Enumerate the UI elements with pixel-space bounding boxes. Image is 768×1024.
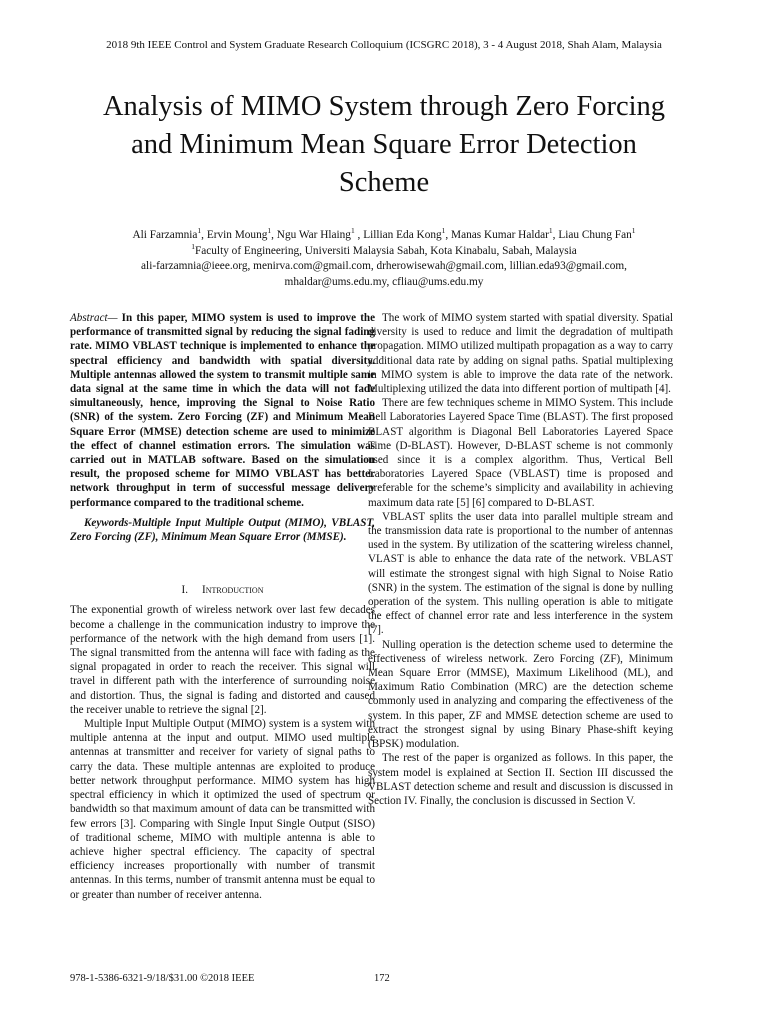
right-column	[368, 311, 673, 808]
author-affiliation-mark: 1	[197, 226, 202, 236]
author-name: Manas Kumar Haldar	[451, 229, 549, 241]
abstract	[70, 311, 375, 510]
abstract-text: In this paper, MIMO system is used to improve the performance of transmitted signal by reducing the signal fading rate. MIMO VBLAST technique is implemented to enhance the spectral efficiency and bandwidth with spatial diversity. Multiple antennas allowed the system to transmit multiple same data signal at the same time in which the data will not fade simultaneously, hence, improving the Signal to Noise Ratio (SNR) of the system. Zero Forcing (ZF) and Minimum Mean Square Error (MMSE) detection scheme are used to minimize the effect of channel estimation errors. The simulation was carried out in MATLAB software. Based on the simulation result, the proposed scheme for MIMO VBLAST has better network throughput in term of successful message delivery performance compared to the traditional scheme.	[70, 312, 375, 509]
abstract-lead: Abstract—	[70, 312, 118, 324]
footer-copyright: 978-1-5386-6321-9/18/$31.00 ©2018 IEEE	[70, 973, 255, 984]
author-affiliation-mark: 1	[267, 226, 272, 236]
body-paragraph: VBLAST splits the user data into parallel multiple stream and the transmission data rate is proportional to the number of antennas used in the system. By utilization of the scattering wireless channel, VLAST is able to enhance the data rate of the network. VBLAST will estimate the strongest signal with high Signal to Noise Ratio (SNR) in the system. The estimation of the signal is done by nulling operation of the system. This nulling operation is able to mitigate the effect of channel error rate and less interference in the system [7].	[368, 510, 673, 637]
conference-header: 2018 9th IEEE Control and System Graduate Research Colloquium (ICSGRC 2018), 3 - 4 August 2018, Shah Alam, Malaysia	[106, 39, 662, 51]
body-paragraph: Multiple Input Multiple Output (MIMO) system is a system with multiple antenna at the input and output. MIMO used multiple antennas at transmitter and receiver for variety of signal paths to carry the data. These multiple antennas are exploited to produce better network throughput performance. MIMO system has high spectral efficiency in which it optimized the used of spectrum or bandwidth so that maximum amount of data can be transmitted with few errors [3]. Comparing with Single Input Single Output (SISO) of traditional scheme, MIMO with multiple antenna is able to achieve higher spectral efficiency. The capacity of spectral efficiency increases proportionally with number of transmit antennas. In this terms, number of transmit antenna must be equal to or greater than number of receiver antenna.	[70, 718, 375, 901]
body-paragraph: The exponential growth of wireless network over last few decades become a challenge in the communication industry to improve the performance of the network with the high demand from users [1]. The signal transmitted from the antenna will face with fading as the signal propagated in order to reach the receiver. This signal will travel in different path with the interference of surrounding noise and distortion. Thus, the signal is fading and distorted and caused the receiver unable to retrieve the signal [2].	[70, 604, 375, 716]
body-paragraph: Nulling operation is the detection scheme used to determine the effectiveness of wireless network. Zero Forcing (ZF), Minimum Mean Square Error (MMSE), Maximum Likelihood (ML), and Maximum Ratio Combination (MRC) are the detection scheme commonly used in analyzing and comparing the effectiveness of the system. In this paper, ZF and MMSE detection scheme are used to extract the strongest signal by using Binary Phase-shift keying (BPSK) modulation.	[368, 638, 673, 751]
page-number: 172	[374, 973, 390, 984]
section-heading-introduction	[70, 583, 375, 597]
section-title: Introduction	[202, 584, 264, 597]
keywords: Keywords-Multiple Input Multiple Output (MIMO), VBLAST, Zero Forcing (ZF), Minimum Mean Square Error (MMSE).	[70, 516, 375, 544]
author-name: Ali Farzamnia	[132, 229, 198, 241]
body-paragraph: The work of MIMO system started with spatial diversity. Spatial diversity is used to reduce and limit the degradation of multipath propagation. MIMO utilized multipath propagation as a way to carry additional data rate by adding on signal paths. Spatial multiplexing in MIMO system is able to improve the data rate of the network. Multiplexing utilized the data into different portion of multipath [4].	[368, 312, 673, 396]
author-affiliation	[20, 241, 748, 260]
left-column	[70, 311, 375, 902]
author-affiliation-mark: 1	[631, 226, 636, 236]
body-paragraph: The rest of the paper is organized as follows. In this paper, the system model is explained at Section II. Section III discussed the VBLAST detection scheme and result and discussion is discussed in Section IV. Finally, the conclusion is discussed in Section V.	[368, 752, 673, 807]
author-name: Ervin Moung	[206, 229, 268, 241]
author-affiliation-mark: 1	[350, 226, 355, 236]
author-block	[20, 228, 748, 290]
author-affiliation-mark: 1	[441, 226, 446, 236]
author-name: Lillian Eda Kong	[363, 229, 442, 241]
author-names: Ali Farzamnia$^1$, Ervin Moung$^1$, Ngu War Hlaing$^1$ , Lillian Eda Kong$^1$, Manas Kumar Haldar$^1$, Liau Chung Fan$^1$	[132, 226, 636, 241]
author-affiliation-mark: 1	[548, 226, 553, 236]
affiliation-text: Faculty of Engineering, Universiti Malaysia Sabah, Kota Kinabalu, Sabah, Malaysia	[194, 244, 577, 257]
section-number: I.	[181, 584, 188, 597]
affiliation-mark: 1	[191, 241, 195, 251]
body-paragraph: There are few techniques scheme in MIMO System. This include Bell Laboratories Layered Space Time (BLAST). The first proposed BLAST algorithm is Diagonal Bell Laboratories Layered Space Time (D-BLAST). However, D-BLAST scheme is not commonly used since it is a complex algorithm. Thus, Vertical Bell Laboratories Layered Space (VBLAST) time is proposed and preferable for the scheme’s simplicity and availability in achieving maximum data rate [5] [6] compared to D-BLAST.	[368, 397, 673, 509]
author-emails-line-1[interactable]: ali-farzamnia@ieee.org, menirva.com@gmail.com, drherowisewah@gmail.com, lillian.eda93@gmail.com,	[141, 260, 627, 272]
author-emails-line-2[interactable]: mhaldar@ums.edu.my, cfliau@ums.edu.my	[284, 275, 484, 288]
author-name: Liau Chung Fan	[558, 229, 632, 241]
author-name: Ngu War Hlaing	[276, 229, 351, 241]
paper-title: Analysis of MIMO System through Zero Forcing and Minimum Mean Square Error Detection Scheme	[102, 91, 666, 198]
